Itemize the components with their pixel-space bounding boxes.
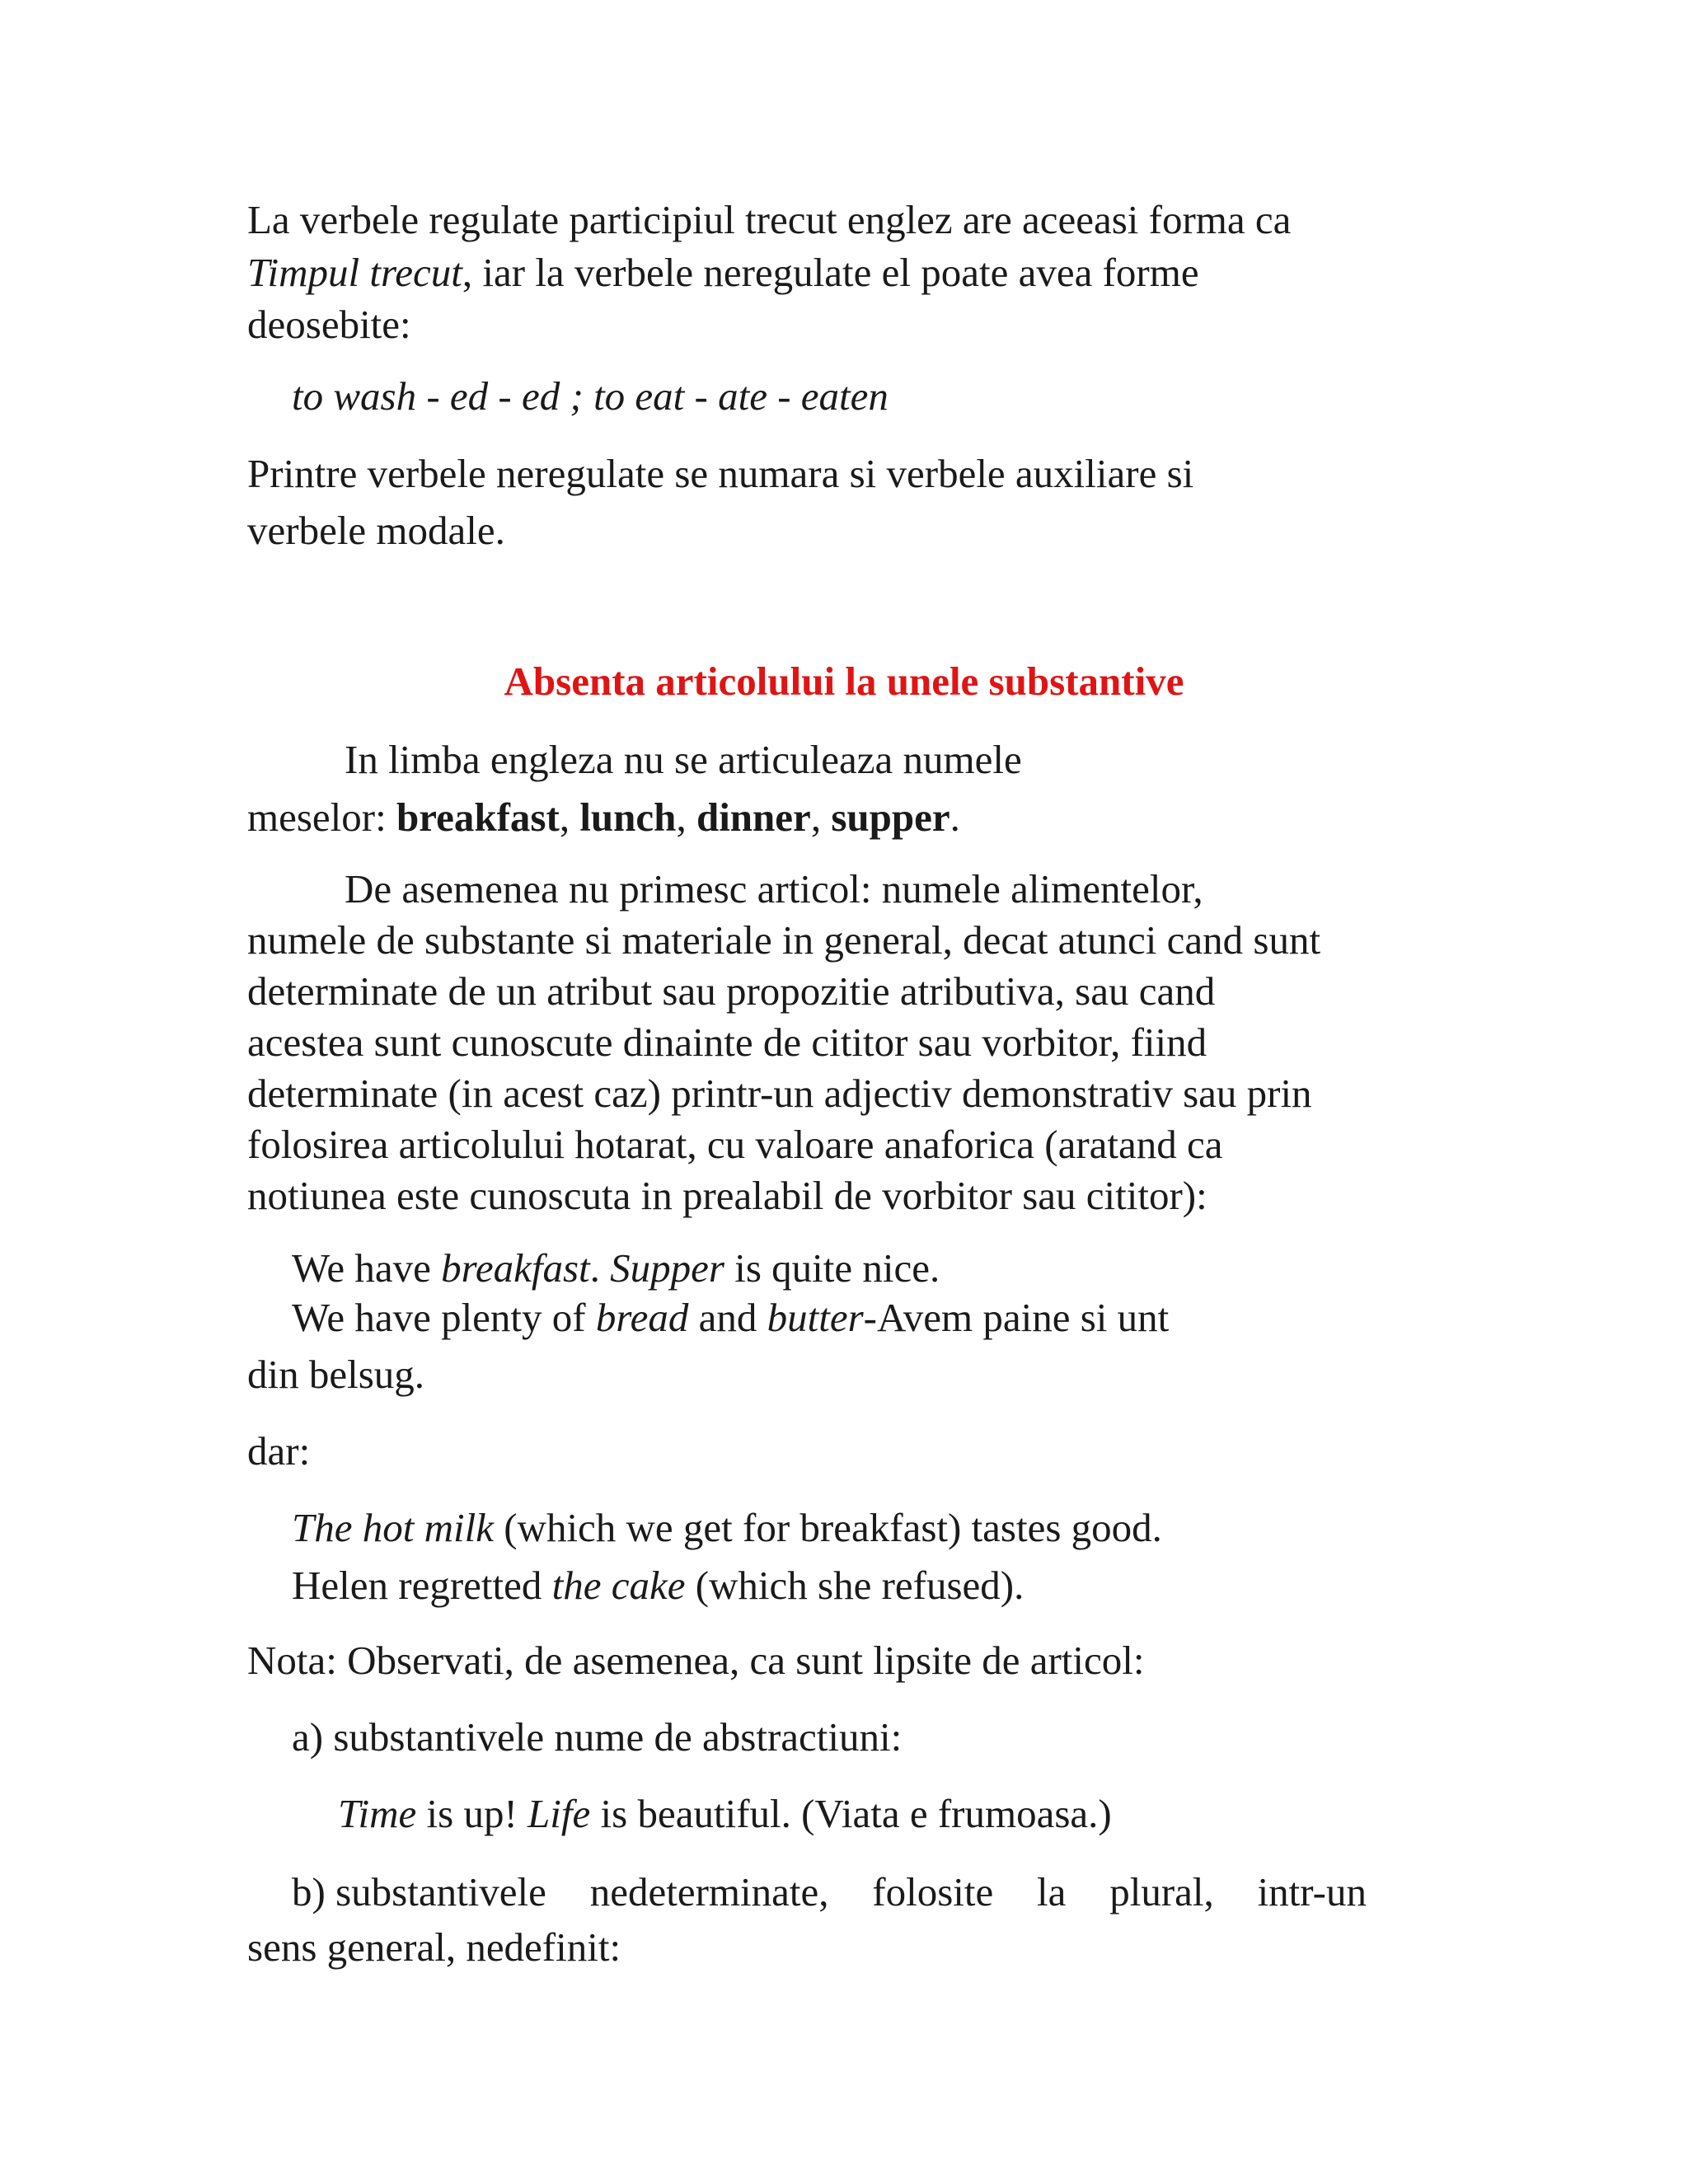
text: is beautiful. (Viata e frumoasa.) <box>590 1791 1112 1836</box>
italic-term: the cake <box>551 1563 686 1608</box>
paragraph-line <box>247 1018 1207 1067</box>
paragraph-line <box>247 506 505 555</box>
italic-term: Life <box>528 1791 591 1836</box>
text: verbele modale. <box>247 508 505 553</box>
word: plural, <box>1109 1869 1214 1915</box>
bold-term: supper <box>831 794 950 840</box>
text: (which we get for breakfast) tastes good. <box>493 1505 1162 1550</box>
text: and <box>688 1295 767 1340</box>
italic-term: Time <box>338 1791 417 1836</box>
paragraph-line <box>345 735 1022 785</box>
paragraph-line <box>247 793 960 842</box>
text: . <box>589 1245 611 1291</box>
text: La verbele regulate participiul trecut englez are aceeasi forma ca <box>247 197 1292 242</box>
italic-term: Timpul trecut <box>247 250 462 295</box>
italic-term: breakfast <box>441 1245 590 1291</box>
text: is quite nice. <box>724 1245 940 1291</box>
text: determinate (in acest caz) printr-un adjectiv demonstrativ sau prin <box>247 1071 1312 1116</box>
example-line <box>292 372 889 421</box>
word: intr-un <box>1257 1869 1367 1915</box>
text: Helen regretted <box>292 1563 552 1608</box>
text: folosirea articolului hotarat, cu valoare anaforica (aratand ca <box>247 1122 1223 1167</box>
separator: , <box>676 794 696 840</box>
example-line <box>292 1561 1024 1610</box>
example-line <box>292 1503 1162 1553</box>
text: Nota: Observati, de asemenea, ca sunt lipsite de articol: <box>247 1638 1145 1683</box>
italic-term: butter <box>767 1295 864 1340</box>
word: b) substantivele <box>292 1869 546 1915</box>
text: -Avem paine si unt <box>863 1295 1170 1340</box>
text: In limba engleza nu se articuleaza numele <box>345 737 1022 782</box>
text: De asemenea nu primesc articol: numele alimentelor, <box>345 866 1203 912</box>
text: determinate de un atribut sau propozitie atributiva, sau cand <box>247 968 1216 1014</box>
text: a) substantivele nume de abstractiuni: <box>292 1714 903 1760</box>
bold-term: dinner <box>696 794 811 840</box>
word: la <box>1037 1869 1067 1915</box>
section-heading: Absenta articolului la unele substantive <box>504 658 1184 704</box>
bold-term: breakfast <box>396 794 560 840</box>
text: is up! <box>416 1791 528 1836</box>
example-line <box>338 1789 1112 1839</box>
paragraph-line <box>247 300 411 349</box>
italic-term: The hot milk <box>292 1505 494 1550</box>
text: (which she refused). <box>685 1563 1025 1608</box>
paragraph-line <box>247 916 1320 965</box>
paragraph-line <box>247 248 1199 298</box>
example-line <box>292 1293 1169 1343</box>
italic-example: to wash - ed - ed ; to eat - ate - eaten <box>292 373 889 419</box>
text: We have plenty of <box>292 1295 596 1340</box>
text: , iar la verbele neregulate el poate avea forme <box>462 250 1199 295</box>
text: dar: <box>247 1428 311 1474</box>
list-item <box>292 1713 902 1762</box>
italic-term: Supper <box>610 1245 724 1291</box>
separator: , <box>810 794 832 840</box>
paragraph-line <box>247 1427 310 1476</box>
paragraph-line <box>247 195 1291 245</box>
example-line <box>247 1350 424 1399</box>
italic-term: bread <box>595 1295 689 1340</box>
paragraph-line <box>345 865 1203 914</box>
note-line <box>247 1636 1145 1685</box>
text: deosebite: <box>247 302 411 347</box>
paragraph-line <box>247 1069 1312 1118</box>
paragraph-line <box>247 449 1193 499</box>
list-item <box>292 1868 1367 1917</box>
text: sens general, nedefinit: <box>247 1924 621 1970</box>
text: din belsug. <box>247 1352 425 1397</box>
separator: . <box>950 794 960 840</box>
word: nedeterminate, <box>589 1869 829 1915</box>
paragraph-line <box>247 967 1215 1016</box>
text: acestea sunt cunoscute dinainte de cititor sau vorbitor, fiind <box>247 1019 1207 1065</box>
separator: , <box>559 794 580 840</box>
text: We have <box>292 1245 442 1291</box>
text: meselor: <box>247 794 396 840</box>
paragraph-line <box>247 1120 1223 1169</box>
list-item-continuation <box>247 1923 621 1972</box>
example-line <box>292 1244 940 1293</box>
text: Printre verbele neregulate se numara si verbele auxiliare si <box>247 451 1194 496</box>
paragraph-line <box>247 1171 1207 1221</box>
text: notiunea este cunoscuta in prealabil de vorbitor sau cititor): <box>247 1173 1207 1218</box>
word: folosite <box>872 1869 994 1915</box>
bold-term: lunch <box>579 794 677 840</box>
text: numele de substante si materiale in general, decat atunci cand sunt <box>247 917 1321 963</box>
